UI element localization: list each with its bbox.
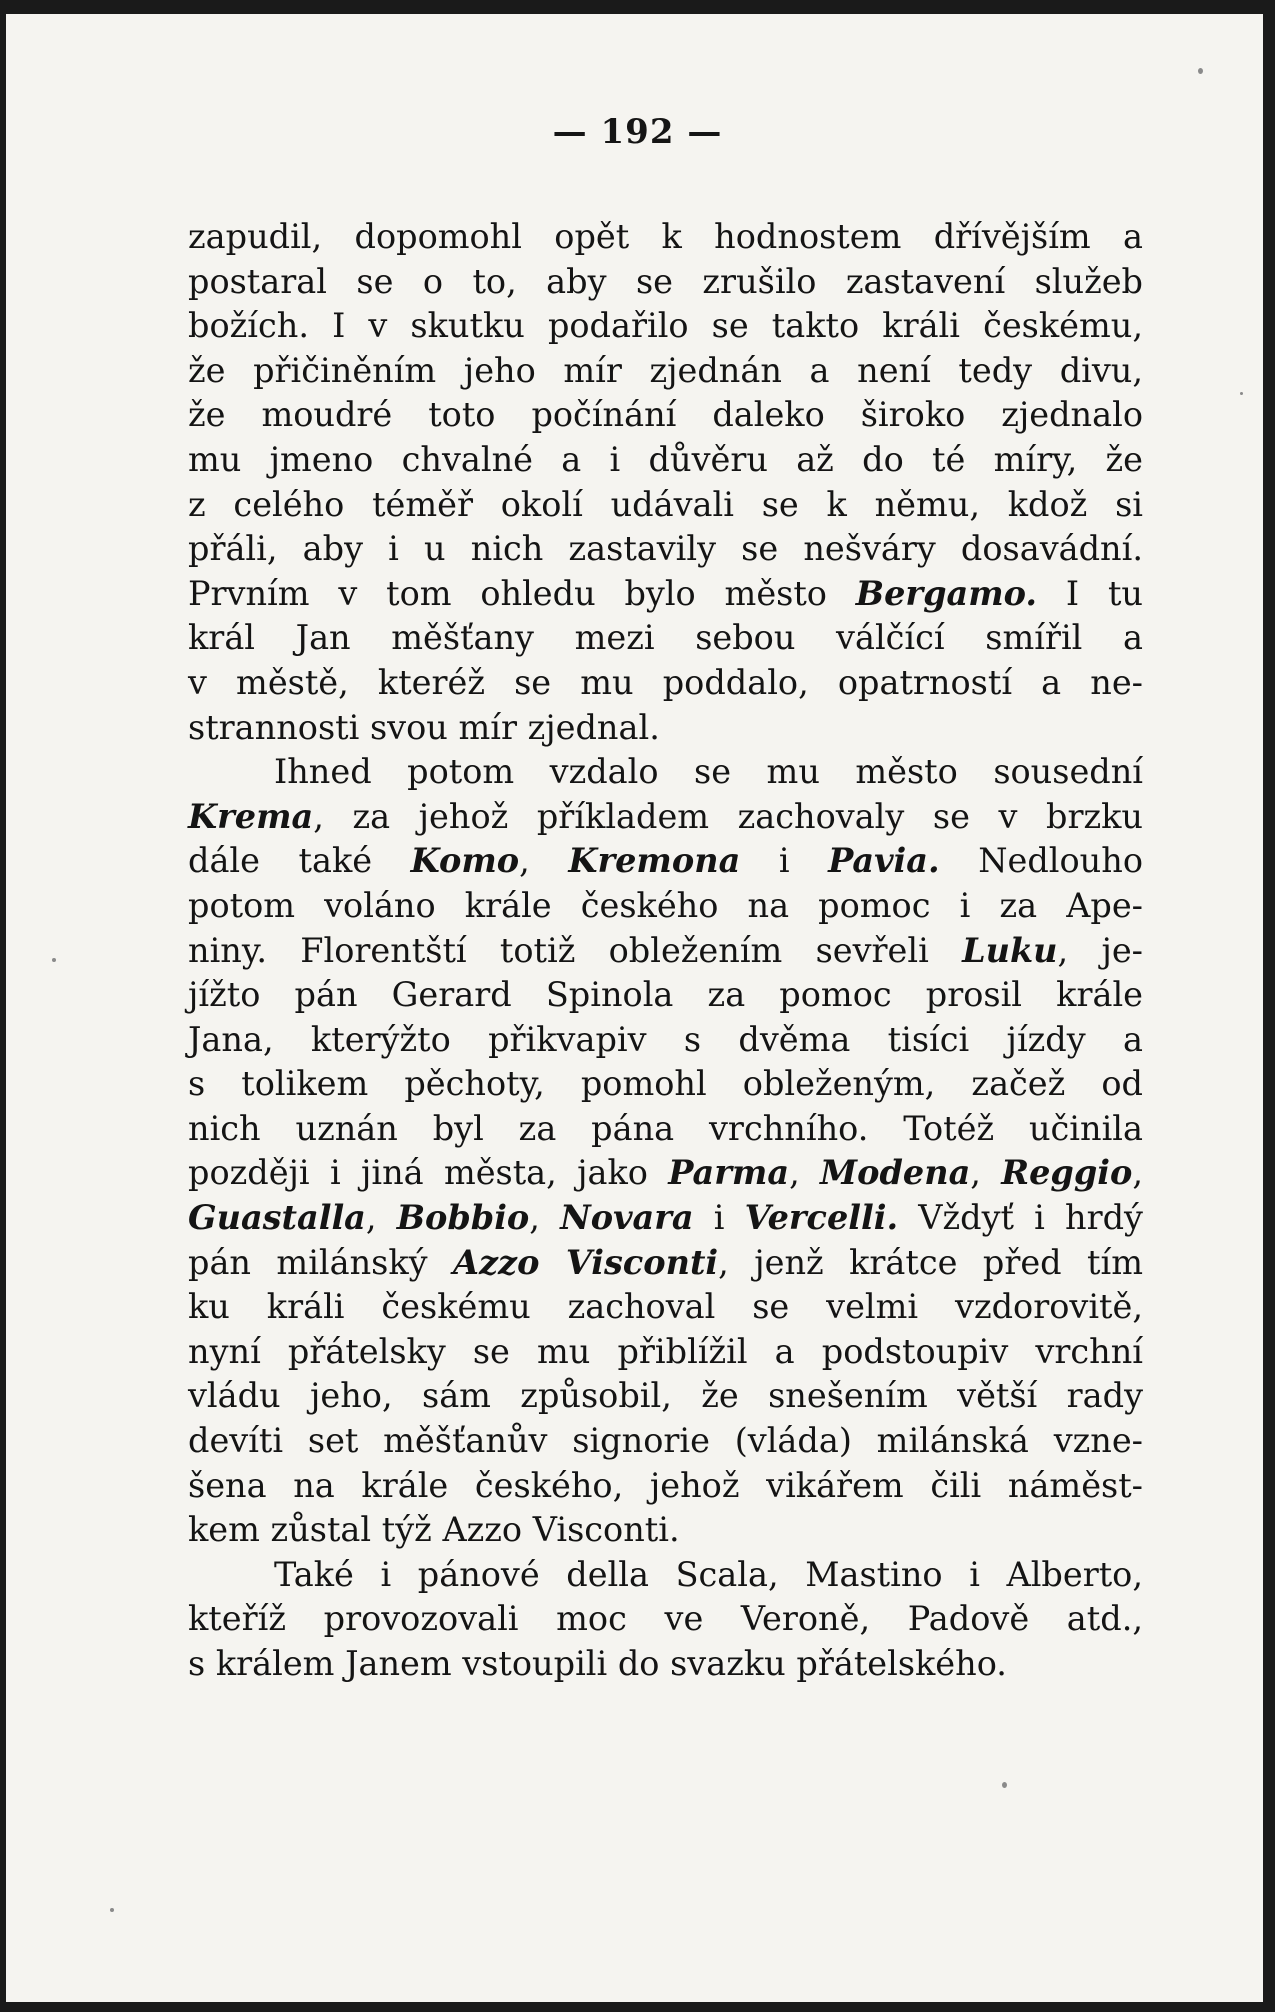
- text-line: [188, 1374, 1143, 1419]
- text-segment: i: [740, 841, 829, 881]
- text-line: [188, 884, 1143, 929]
- italic-place-name: Reggio: [1001, 1153, 1133, 1193]
- text-segment: přáli, aby i u nich zastavily se nešváry dosavádní.: [188, 529, 1143, 569]
- text-segment: strannosti svou mír zjednal.: [188, 707, 660, 747]
- text-line: [188, 1062, 1143, 1107]
- scan-border-right: [1263, 0, 1275, 2012]
- text-line: [188, 1597, 1143, 1642]
- text-segment: Také i pánové della Scala, Mastino i Alberto,: [274, 1554, 1143, 1594]
- text-segment: ,: [970, 1153, 1002, 1193]
- text-segment: s králem Janem vstoupili do svazku přátelského.: [188, 1644, 1007, 1683]
- text-line: [188, 973, 1143, 1018]
- scan-speck: [52, 958, 56, 962]
- text-line: [188, 215, 1143, 260]
- text-line: [188, 304, 1143, 349]
- text-segment: devíti set měšťanův signorie (vláda) milánská vzne-: [188, 1421, 1143, 1461]
- scan-speck: [110, 1908, 114, 1912]
- italic-place-name: Modena: [820, 1153, 971, 1193]
- text-segment: , je-: [1057, 930, 1143, 970]
- italic-place-name: Novara: [560, 1198, 694, 1238]
- text-segment: v městě, kteréž se mu poddalo, opatrností a ne-: [188, 662, 1143, 702]
- text-line: [188, 1151, 1143, 1196]
- text-segment: dále také: [188, 841, 411, 881]
- text-segment: I tu: [1037, 573, 1144, 613]
- text-line: [188, 1419, 1143, 1464]
- text-line: [188, 750, 1143, 795]
- page-number: — 192 —: [552, 112, 723, 152]
- italic-place-name: Pavia.: [828, 841, 940, 881]
- scan-speck: [1002, 1782, 1007, 1788]
- text-line: [188, 1330, 1143, 1375]
- text-segment: , jenž krátce před tím: [718, 1242, 1143, 1282]
- text-segment: Nedlouho: [939, 841, 1143, 881]
- scan-border-left: [0, 0, 6, 2012]
- text-segment: ku králi českému zachoval se velmi vzdorovitě,: [188, 1287, 1143, 1327]
- text-line: [188, 1018, 1143, 1063]
- text-line: [188, 1107, 1143, 1152]
- text-line: [188, 1642, 1143, 1687]
- text-segment: i: [693, 1198, 745, 1238]
- text-segment: Jana, kterýžto přikvapiv s dvěma tisíci jízdy a: [188, 1019, 1143, 1059]
- text-segment: že přičiněním jeho mír zjednán a není tedy divu,: [188, 350, 1143, 390]
- italic-place-name: Azzo Visconti: [453, 1242, 719, 1282]
- text-segment: Prvním v tom ohledu bylo město: [188, 573, 856, 613]
- text-line: [188, 393, 1143, 438]
- text-segment: potom voláno krále českého na pomoc i za Ape-: [188, 885, 1143, 925]
- text-segment: zapudil, dopomohl opět k hodnostem dřívějším a: [188, 217, 1143, 256]
- italic-place-name: Vercelli.: [744, 1198, 899, 1238]
- text-segment: že moudré toto počínání daleko široko zjednalo: [188, 395, 1143, 435]
- text-line: [188, 839, 1143, 884]
- text-segment: ,: [519, 841, 569, 881]
- text-line: [188, 1196, 1143, 1241]
- text-segment: božích. I v skutku podařilo se takto králi českému,: [188, 306, 1143, 346]
- text-line: [188, 1553, 1143, 1598]
- italic-place-name: Komo: [410, 841, 520, 881]
- italic-place-name: Bergamo.: [855, 573, 1038, 613]
- text-segment: ,: [529, 1198, 561, 1238]
- text-line: [188, 661, 1143, 706]
- text-segment: mu jmeno chvalné a i důvěru až do té míry, že: [188, 439, 1143, 479]
- scan-speck: [1198, 68, 1203, 74]
- scan-speck: [1240, 392, 1243, 395]
- text-line: [188, 616, 1143, 661]
- text-segment: kem zůstal týž Azzo Visconti.: [188, 1510, 680, 1550]
- text-segment: vládu jeho, sám způsobil, že snešením větší rady: [188, 1376, 1143, 1416]
- text-segment: ,: [789, 1153, 821, 1193]
- text-segment: Vždyť i hrdý: [898, 1198, 1143, 1238]
- text-segment: ,: [1132, 1153, 1143, 1193]
- text-segment: šena na krále českého, jehož vikářem čili náměst-: [188, 1465, 1143, 1505]
- italic-place-name: Guastalla: [188, 1198, 366, 1238]
- text-segment: později i jiná města, jako: [188, 1153, 669, 1193]
- text-line: [188, 795, 1143, 840]
- text-line: [188, 929, 1143, 974]
- text-line: [188, 1241, 1143, 1286]
- text-segment: , za jehož příkladem zachovaly se v brzku: [313, 796, 1143, 836]
- text-segment: ,: [365, 1198, 397, 1238]
- text-line: [188, 706, 1143, 751]
- scan-border-top: [0, 0, 1275, 14]
- text-line: [188, 527, 1143, 572]
- text-segment: jížto pán Gerard Spinola za pomoc prosil krále: [188, 975, 1143, 1015]
- italic-place-name: Parma: [668, 1153, 790, 1193]
- text-segment: nich uznán byl za pána vrchního. Totéž učinila: [188, 1108, 1143, 1148]
- italic-place-name: Luku: [962, 930, 1058, 970]
- text-segment: král Jan měšťany mezi sebou válčící smířil a: [188, 618, 1143, 658]
- text-line: [188, 483, 1143, 528]
- text-segment: niny. Florentští totiž obležením sevřeli: [188, 930, 963, 970]
- text-line: [188, 1508, 1143, 1553]
- text-segment: s tolikem pěchoty, pomohl obleženým, začež od: [188, 1064, 1143, 1104]
- text-line: [188, 1285, 1143, 1330]
- text-line: [188, 438, 1143, 483]
- text-segment: postaral se o to, aby se zrušilo zastavení služeb: [188, 261, 1143, 301]
- italic-place-name: Bobbio: [396, 1198, 530, 1238]
- italic-place-name: Krema: [188, 796, 314, 836]
- body-text: [188, 215, 1143, 1687]
- text-line: [188, 260, 1143, 305]
- text-segment: Ihned potom vzdalo se mu město sousední: [274, 752, 1143, 792]
- text-segment: pán milánský: [188, 1242, 454, 1282]
- text-segment: kteříž provozovali moc ve Veroně, Padově atd.,: [188, 1599, 1143, 1639]
- italic-place-name: Kremona: [568, 841, 741, 881]
- scan-border-bottom: [0, 2002, 1275, 2012]
- text-line: [188, 349, 1143, 394]
- text-line: [188, 572, 1143, 617]
- text-line: [188, 1464, 1143, 1509]
- text-segment: z celého téměř okolí udávali se k němu, kdož si: [188, 484, 1143, 524]
- text-segment: nyní přátelsky se mu přiblížil a podstoupiv vrchní: [188, 1331, 1143, 1371]
